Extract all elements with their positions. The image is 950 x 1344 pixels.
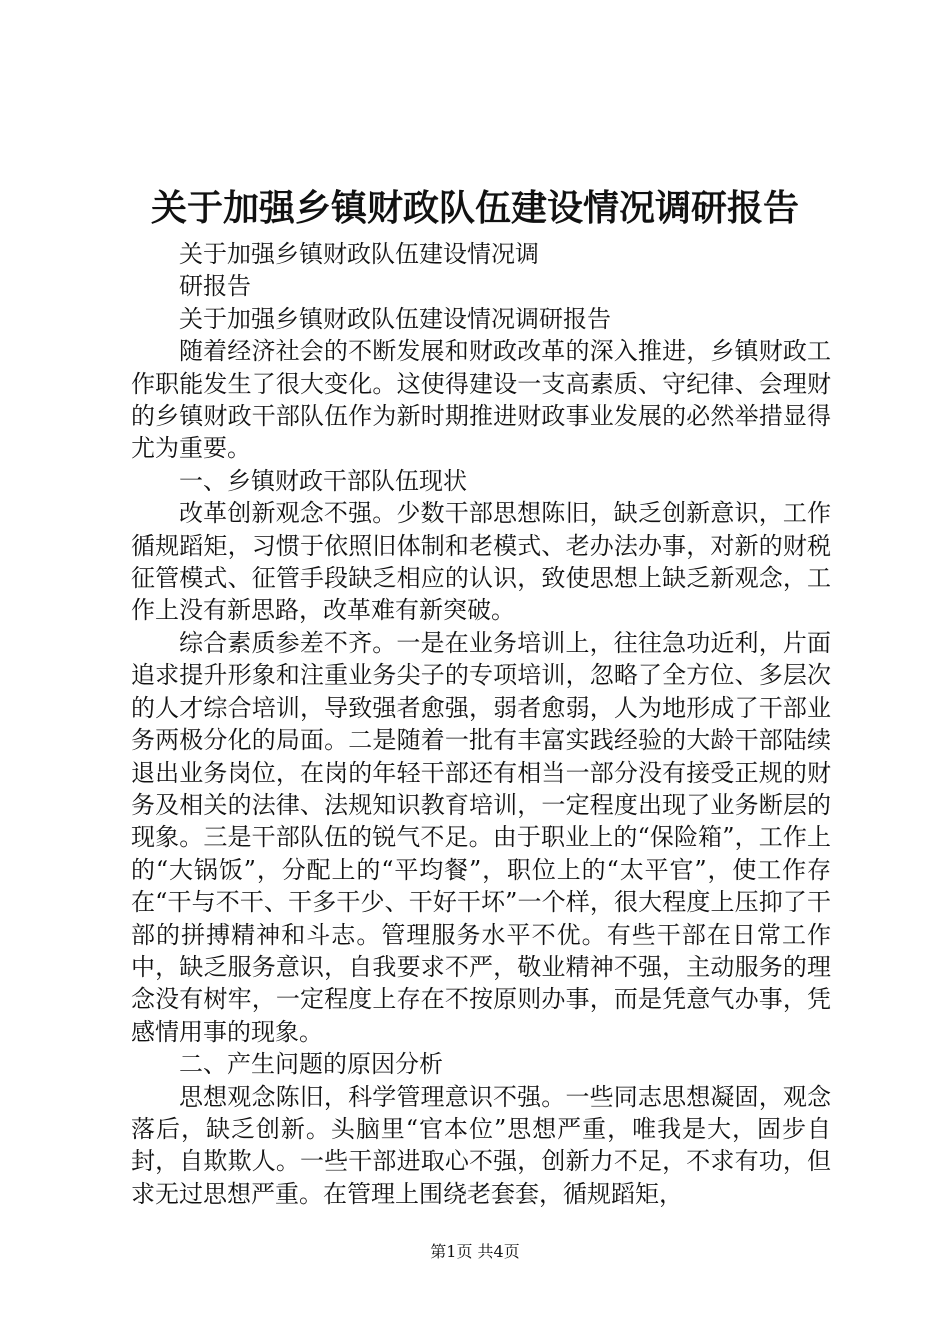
page-footer: 第1页 共4页 (430, 1242, 520, 1261)
paragraph-comprehensive-quality: 综合素质参差不齐。一是在业务培训上，往往急功近利，片面追求提升形象和注重业务尖子的专项培训，忽略了全方位、多层次的人才综合培训，导致强者愈强，弱者愈弱，人为地形成了干部业务两极分化的局面。二是随着一批有丰富实践经验的大龄干部陆续退出业务岗位，在岗的年轻干部还有相当一部分没有接受正规的财务及相关的法律、法规知识教育培训，一定程度出现了业务断层的现象。三是干部队伍的锐气不足。由于职业上的“保险箱”，工作上的“大锅饭”，分配上的“平均餐”，职位上的“太平官”，使工作存在“干与不干、干多干少、干好干坏”一个样，很大程度上压抑了干部的拼搏精神和斗志。管理服务水平不优。有些干部在日常工作中，缺乏服务意识，自我要求不严，敬业精神不强，主动服务的理念没有树牢，一定程度上存在不按原则办事，而是凭意气办事，凭感情用事的现象。 (131, 628, 831, 1046)
paragraph-heading-line-1: 关于加强乡镇财政队伍建设情况调 (179, 240, 539, 268)
section-heading-1: 一、乡镇财政干部队伍现状 (179, 466, 467, 495)
section-heading-2: 二、产生问题的原因分析 (179, 1050, 443, 1079)
paragraph-cause-analysis: 思想观念陈旧，科学管理意识不强。一些同志思想凝固，观念落后，缺乏创新。头脑里“官本位”思想严重，唯我是大，固步自封，自欺欺人。一些干部进取心不强，创新力不足，不求有功，但求无过思想严重。在管理上围绕老套套，循规蹈矩， (131, 1082, 831, 1208)
paragraph-heading-line-2: 研报告 (179, 272, 251, 301)
document-title: 关于加强乡镇财政队伍建设情况调研报告 (150, 187, 799, 229)
paragraph-intro: 随着经济社会的不断发展和财政改革的深入推进，乡镇财政工作职能发生了很大变化。这使得建设一支高素质、守纪律、会理财的乡镇财政干部队伍作为新时期推进财政事业发展的必然举措显得尤为重要。 (131, 337, 831, 463)
document-body (131, 238, 831, 1210)
paragraph-repeated-title: 关于加强乡镇财政队伍建设情况调研报告 (179, 304, 611, 333)
paragraph-reform-innovation: 改革创新观念不强。少数干部思想陈旧，缺乏创新意识，工作循规蹈矩，习惯于依照旧体制和老模式、老办法办事，对新的财税征管模式、征管手段缺乏相应的认识，致使思想上缺乏新观念，工作上没有新思路，改革难有新突破。 (131, 499, 831, 625)
